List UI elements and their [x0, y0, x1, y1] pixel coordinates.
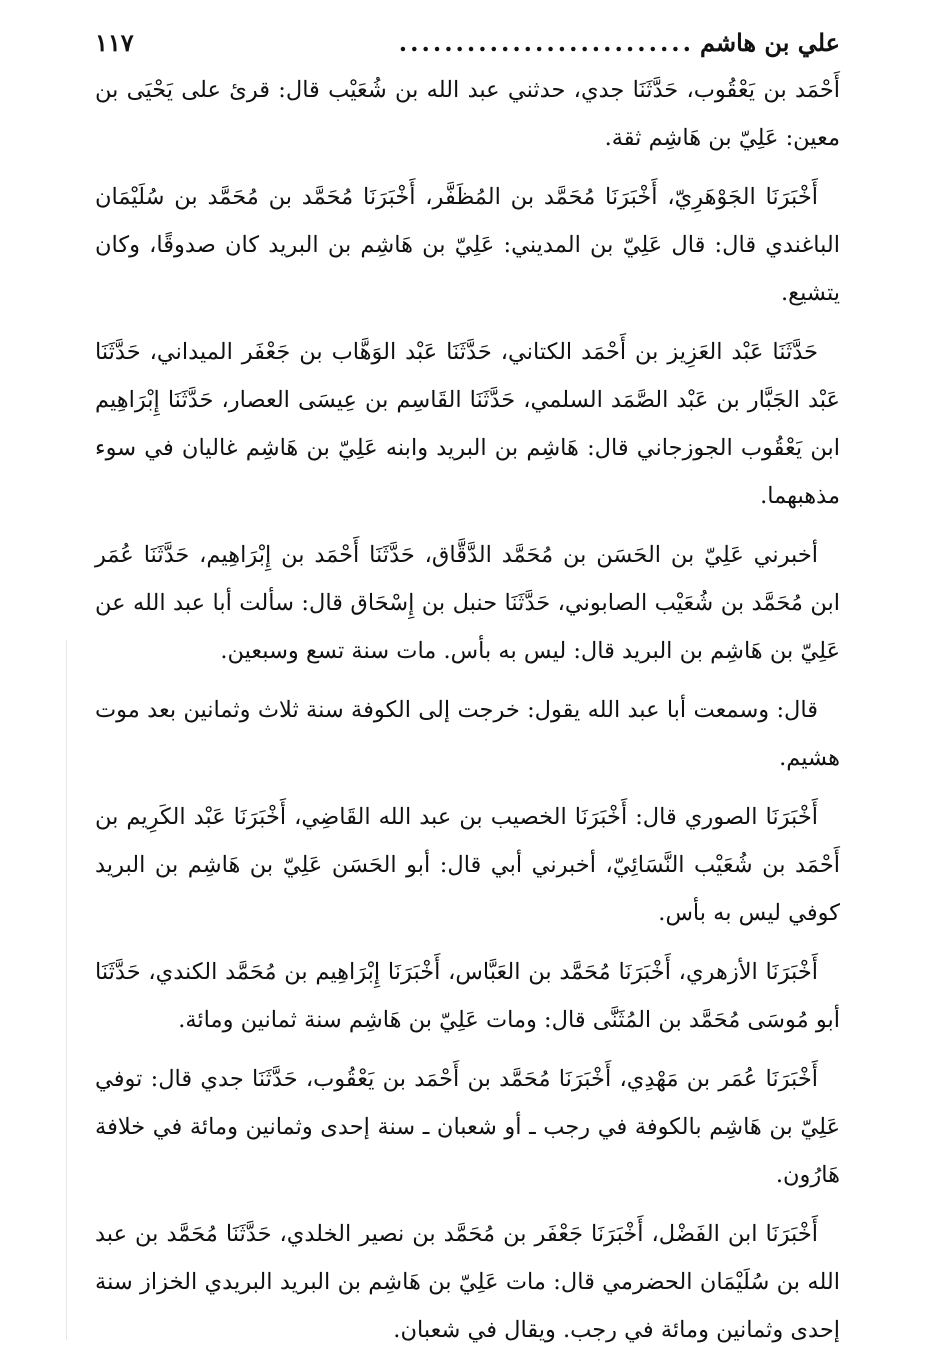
- paragraph-6: أَخْبَرَنَا الصوري قال: أَخْبَرَنَا الخصيب بن عبد الله القَاضِي، أَخْبَرَنَا عَبْد الكَرِيم بن أَحْمَد بن شُعَيْب النَّسَائِيّ، أخبرني أبي قال: أبو الحَسَن عَلِيّ بن هَاشِم بن البريد كوفي ليس به بأس.: [95, 804, 840, 926]
- paragraph-9: أَخْبَرَنَا ابن الفَضْل، أَخْبَرَنَا جَعْفَر بن مُحَمَّد بن نصير الخلدي، حَدَّثَنَا مُحَمَّد بن عبد الله بن سُلَيْمَان الحضرمي قال: مات عَلِيّ بن هَاشِم بن البريد البريدي الخزاز سنة إحدى وثمانين ومائة في رجب. ويقال في شعبان.: [95, 1221, 840, 1343]
- paragraph-1: أَحْمَد بن يَعْقُوب، حَدَّثَنَا جدي، حدثني عبد الله بن شُعَيْب قال: قرئ على يَحْيَى بن معين: عَلِيّ بن هَاشِم ثقة.: [95, 77, 840, 151]
- running-header: [95, 20, 840, 66]
- paragraph-2: أَخْبَرَنَا الجَوْهَرِيّ، أَخْبَرَنَا مُحَمَّد بن المُظَفَّر، أَخْبَرَنَا مُحَمَّد بن مُحَمَّد بن سُلَيْمَان الباغندي قال: قال عَلِيّ بن المديني: عَلِيّ بن هَاشِم بن البريد كان صدوقًا، وكان يتشيع.: [95, 184, 840, 306]
- paragraph-4: أخبرني عَلِيّ بن الحَسَن بن مُحَمَّد الدَّقَّاق، حَدَّثَنَا أَحْمَد بن إِبْرَاهِيم، حَدَّثَنَا عُمَر ابن مُحَمَّد بن شُعَيْب الصابوني، حَدَّثَنَا حنبل بن إِسْحَاق قال: سألت أبا عبد الله عن عَلِيّ بن هَاشِم بن البريد قال: ليس به بأس. مات سنة تسع وسبعين.: [95, 542, 840, 664]
- document-page: [95, 20, 840, 1365]
- leader-dots: ..........................: [398, 28, 695, 57]
- margin-rule: [66, 640, 67, 1340]
- running-header-title: علي بن هاشم: [700, 28, 840, 57]
- paragraph-5: قال: وسمعت أبا عبد الله يقول: خرجت إلى الكوفة سنة ثلاث وثمانين بعد موت هشيم.: [95, 697, 840, 771]
- paragraph-3: حَدَّثَنَا عَبْد العَزِيز بن أَحْمَد الكتاني، حَدَّثَنَا عَبْد الوَهَّاب بن جَعْفَر الميداني، حَدَّثَنَا عَبْد الجَبَّار بن عَبْد الصَّمَد السلمي، حَدَّثَنَا القَاسِم بن عِيسَى العصار، حَدَّثَنَا إِبْرَاهِيم ابن يَعْقُوب الجوزجاني قال: هَاشِم بن البريد وابنه عَلِيّ بن هَاشِم غاليان في سوء مذهبهما.: [95, 339, 840, 509]
- paragraph-7: أَخْبَرَنَا الأزهري، أَخْبَرَنَا مُحَمَّد بن العَبَّاس، أَخْبَرَنَا إِبْرَاهِيم بن مُحَمَّد الكندي، حَدَّثَنَا أبو مُوسَى مُحَمَّد بن المُثَنَّى قال: ومات عَلِيّ بن هَاشِم سنة ثمانين ومائة.: [95, 959, 840, 1033]
- page-number: ١١٧: [95, 28, 134, 57]
- paragraph-8: أَخْبَرَنَا عُمَر بن مَهْدِي، أَخْبَرَنَا مُحَمَّد بن أَحْمَد بن يَعْقُوب، حَدَّثَنَا جدي قال: توفي عَلِيّ بن هَاشِم بالكوفة في رجب ـ أو شعبان ـ سنة إحدى وثمانين ومائة في خلافة هَارُون.: [95, 1066, 840, 1188]
